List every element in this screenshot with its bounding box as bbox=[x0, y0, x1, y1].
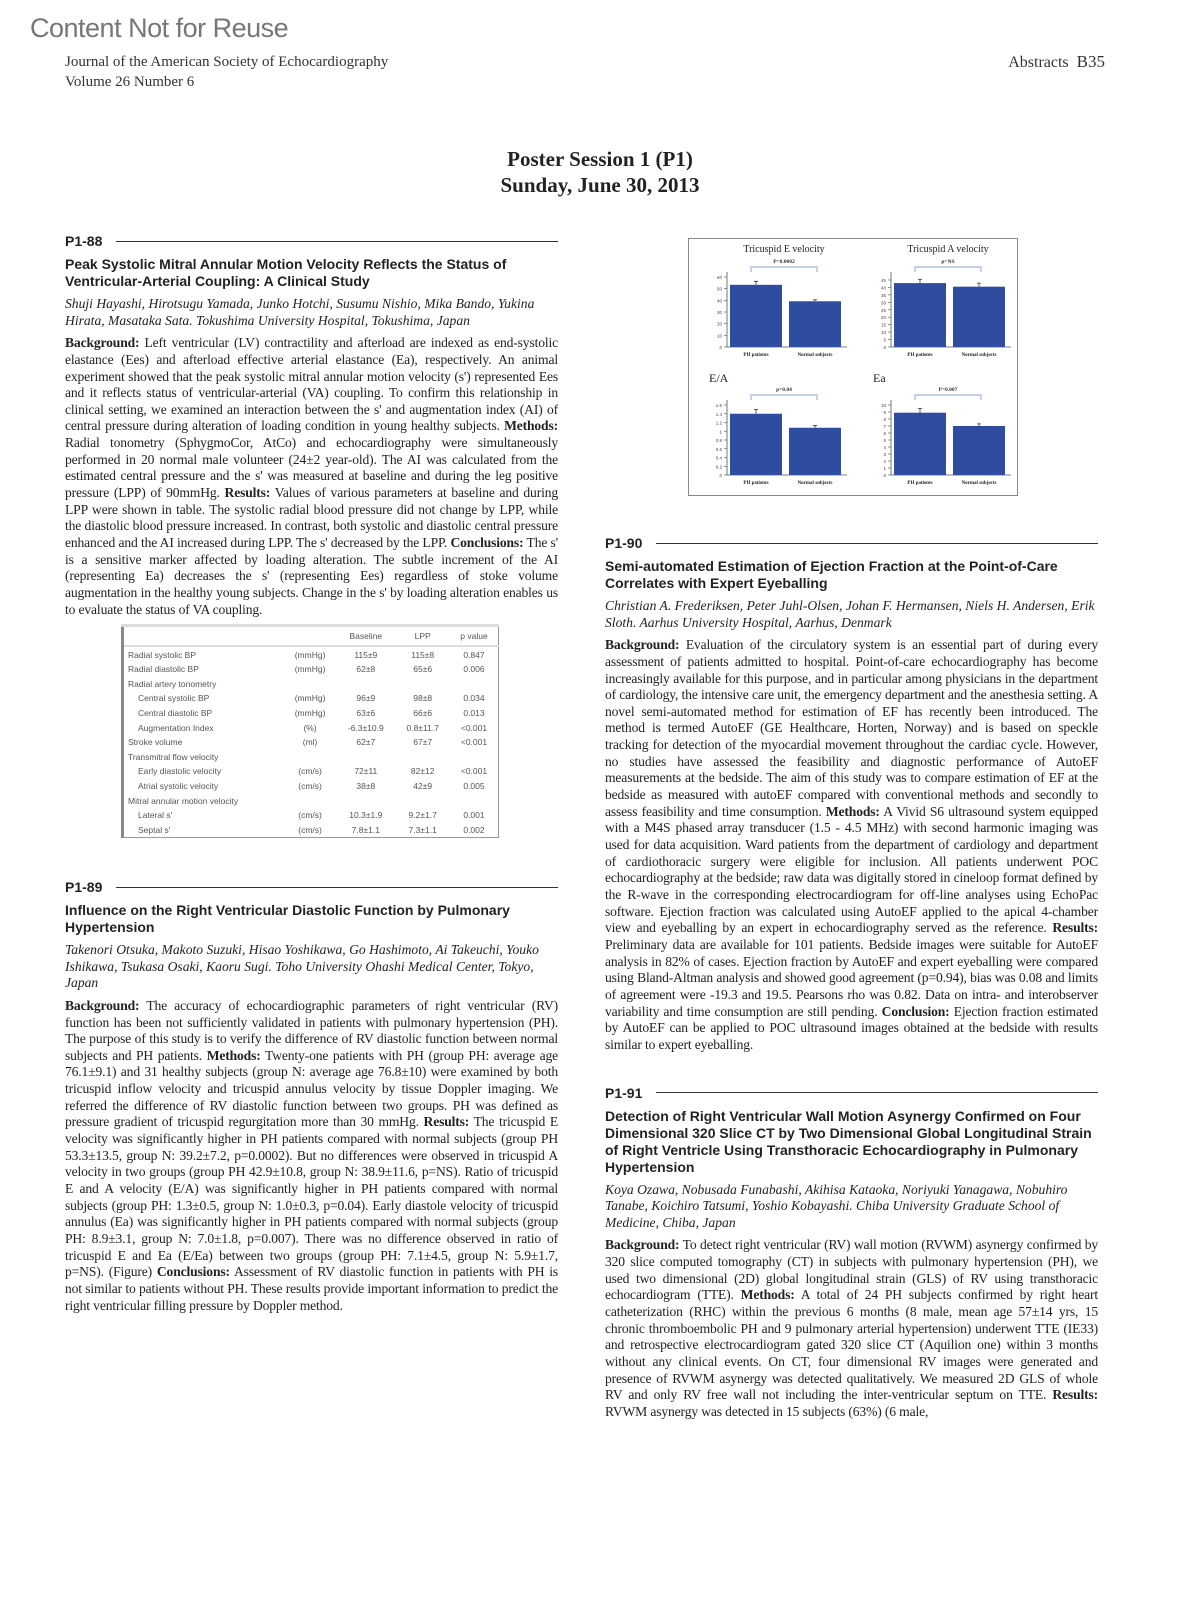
error-bar bbox=[754, 409, 758, 413]
error-bar bbox=[918, 409, 922, 413]
divider bbox=[116, 887, 558, 888]
table-cell: -6.3±10.9 bbox=[347, 722, 384, 733]
session-name: Poster Session 1 (P1) bbox=[507, 147, 693, 171]
section-text: Twenty-one patients with PH (group PH: average age 76.1±9.1) and 31 healthy subjects (group N: average age 76.8±10) were examined by both tricuspid inflow velocity and tricuspid annulus velocity by tissue Doppler imaging. We referred the difference of RV diastolic function between two groups. PH was defined as pressure gradient of tricuspid regurgitation more than 30 mmHg. bbox=[65, 1047, 558, 1130]
table-cell bbox=[284, 793, 336, 808]
section-text: The tricuspid E velocity was significantly higher in PH patients compared with normal subjects (group PH 53.3±13.5, group N: 39.2±7.2, p=0.0002). But no differences were observed in tricuspid A velocity in two groups (group PH 42.9±10.8, group N: 38.9±11.6, p=NS). Ratio of tricuspid E and A velocity (E/A) was significantly higher in PH patients compared with normal subjects (group PH: 1.3±0.5, group N: 1.0±0.3, p=0.04). Early diastole velocity of tricuspid annulus (Ea) was significantly higher in PH patients compared with normal subjects (group PH: 8.9±3.1, group N: 7.0±1.8, p=0.007). There was no difference observed in ratio of tricuspid E and Ea (E/Ea) between two groups (group PH: 7.1±4.5, group N: 5.9±1.7, p=NS). (Figure) bbox=[65, 1114, 558, 1280]
abstract-id bbox=[65, 232, 558, 250]
journal-volume: Volume 26 Number 6 bbox=[65, 74, 195, 90]
watermark: Content Not for Reuse bbox=[30, 13, 289, 43]
section-text: Ejection fraction estimated by AutoEF can be applied to POC ultrasound images obtained at the bedside with results similar to expert eyeballing. bbox=[605, 1003, 1099, 1052]
table-cell: Augmentation Index bbox=[138, 722, 214, 733]
abstract-id-text: P1-88 bbox=[65, 233, 103, 249]
x-tick-label: Normal subjects bbox=[961, 353, 997, 358]
table-row bbox=[123, 646, 499, 662]
abstract-id bbox=[605, 534, 1098, 552]
table-cell: 67±7 bbox=[413, 737, 433, 748]
section-heading: Results: bbox=[423, 1114, 470, 1130]
table-row bbox=[123, 808, 499, 823]
table-header-row bbox=[123, 626, 499, 647]
table-cell: 0.013 bbox=[463, 708, 485, 719]
error-bar bbox=[813, 426, 817, 428]
table-cell: 9.2±1.7 bbox=[408, 810, 437, 821]
section-heading: Conclusion: bbox=[881, 1003, 950, 1019]
table-cell: 0.005 bbox=[463, 780, 485, 791]
section-text: The accuracy of echocardiographic parameters of right ventricular (RV) function has been not sufficiently validated in patients with pulmonary hypertension (PH). The purpose of this study is to verify the difference of RV diastolic function between normal subjects and PH patients. bbox=[65, 997, 558, 1063]
y-tick-label: 25 bbox=[880, 307, 886, 313]
y-tick-label: 5 bbox=[883, 438, 886, 443]
significance-bracket bbox=[751, 267, 817, 272]
y-tick-label: 30 bbox=[716, 310, 722, 315]
y-tick-label: 10 bbox=[880, 403, 886, 408]
abstract-body bbox=[605, 1237, 1098, 1420]
section-heading: Conclusions: bbox=[156, 1264, 230, 1280]
y-tick-label: 60 bbox=[716, 275, 722, 280]
bar bbox=[730, 414, 782, 475]
section-text: Evaluation of the circulatory system is an essential part of during every assessment of patients admitted to hospital. Point-of-care echocardiography has become increasingly available for this purpose, and in particular among physicians in the department of cardiology, the intensive care unit, the emergency department and the anesthesia setting. A novel semi-automated method for estimation of EF has recently been introduced. The method is termed AutoEF (GE Healthcare, Horten, Norway) and is based on speckle tracking for detection of the myocardial movement throughout the cardiac cycle. However, no studies have assessed the feasibility and diagnostic performance of AutoEF measurements at the bedside. The aim of this study was to compare estimation of EF at the bedside as measured with autoEF compared with conventional methods and secondly to assess feasibility and time consumption. bbox=[605, 637, 1098, 819]
y-tick-label: 1.2 bbox=[715, 420, 722, 426]
y-tick-label: 0.4 bbox=[715, 455, 722, 461]
y-tick-label: 10 bbox=[716, 333, 722, 339]
y-tick-label: 4 bbox=[883, 445, 886, 450]
left-column bbox=[65, 232, 558, 1314]
error-bar bbox=[918, 280, 922, 284]
abstract-p1-91 bbox=[605, 1084, 1098, 1421]
y-tick-label: 20 bbox=[880, 315, 886, 321]
table-cell: Transmitral flow velocity bbox=[128, 751, 219, 762]
section-text: To detect right ventricular (RV) wall motion (RVWM) asynergy confirmed by 320 slice computed tomography (CT) in subjects with pulmonary hypertension (PH), we used two dimensional (2D) global longitudinal strain (GLS) of RV using transthoracic echocardiogram (TTE). bbox=[605, 1237, 1098, 1303]
significance-bracket bbox=[915, 267, 981, 272]
table-cell: Mitral annular motion velocity bbox=[128, 795, 239, 806]
table-cell: Central systolic BP bbox=[138, 693, 210, 704]
table-cell bbox=[450, 750, 499, 765]
table-row bbox=[123, 793, 499, 808]
section-heading: Results: bbox=[1052, 1387, 1098, 1403]
column-header: LPP bbox=[395, 626, 450, 647]
y-tick-label: 35 bbox=[880, 292, 886, 298]
table-row bbox=[123, 779, 499, 794]
table-cell bbox=[336, 750, 395, 765]
abstract-body bbox=[65, 335, 558, 618]
table-cell: Radial diastolic BP bbox=[128, 664, 199, 675]
table-cell: <0.001 bbox=[460, 737, 488, 748]
bar-charts-svg bbox=[689, 239, 1017, 495]
table-row bbox=[123, 706, 499, 721]
table-row bbox=[123, 750, 499, 765]
table-row bbox=[123, 662, 499, 677]
y-tick-label: 30 bbox=[880, 300, 886, 306]
session-date: Sunday, June 30, 2013 bbox=[500, 173, 700, 197]
column-header: Baseline bbox=[336, 626, 395, 647]
abstract-id bbox=[65, 878, 558, 896]
chart-title: Ea bbox=[873, 371, 886, 385]
abstract-authors: Takenori Otsuka, Makoto Suzuki, Hisao Yoshikawa, Go Hashimoto, Ai Takeuchi, Youko Ishikawa, Tsukasa Osaki, Kaoru Sugi. Toho University Ohashi Medical Center, Tokyo, Japan bbox=[65, 942, 539, 991]
section-heading: Background: bbox=[65, 335, 140, 351]
significance-bracket bbox=[751, 395, 817, 400]
column-header bbox=[284, 626, 336, 647]
table-cell: 115±9 bbox=[354, 649, 378, 660]
table-cell: 10.3±1.9 bbox=[349, 810, 383, 821]
y-tick-label: 20 bbox=[716, 321, 722, 327]
section-heading: Background: bbox=[605, 637, 680, 653]
table-cell: (mmHg) bbox=[294, 649, 326, 660]
table-cell bbox=[284, 750, 336, 765]
y-tick-label: 40 bbox=[716, 298, 722, 304]
table-cell bbox=[336, 677, 395, 692]
y-tick-label: 10 bbox=[880, 330, 886, 336]
table-cell bbox=[450, 677, 499, 692]
y-tick-label: 45 bbox=[880, 277, 886, 283]
x-tick-label: Normal subjects bbox=[797, 481, 833, 486]
bar bbox=[953, 287, 1005, 347]
y-tick-label: 40 bbox=[880, 285, 886, 291]
table-cell bbox=[395, 750, 450, 765]
abstract-title: Peak Systolic Mitral Annular Motion Velocity Reflects the Status of Ventricular-Arterial Coupling: A Clinical Study bbox=[65, 256, 507, 289]
section-text: A total of 24 PH subjects confirmed by right heart catheterization (RHC) within the previous 6 months (8 male, mean age 57±14 yrs, 15 chronic thromboembolic PH and 9 pulmonary arterial hypertension) underwent TTE (IE33) and retrospective electrocardiogram gated 320 slice CT (Aquilion one) within 3 months without any clinical events. On CT, four dimensional RV images were generated and presence of RVWM asynergy was detected qualitatively. We measured 2D GLS of whole RV and only RV free wall not including the inter-ventricular septum on TTE. bbox=[605, 1287, 1099, 1403]
table-cell: Radial artery tonometry bbox=[128, 678, 217, 689]
section-heading: Methods: bbox=[740, 1287, 795, 1303]
bar bbox=[894, 413, 946, 475]
significance-bracket bbox=[915, 395, 981, 400]
y-tick-label: 8 bbox=[883, 417, 886, 422]
table-cell: 0.8±11.7 bbox=[406, 722, 439, 733]
results-table bbox=[121, 624, 499, 838]
table-cell: 62±7 bbox=[356, 737, 376, 748]
table-cell: (cm/s) bbox=[298, 810, 322, 821]
abstract-p1-90 bbox=[605, 534, 1098, 1054]
table-cell: Central diastolic BP bbox=[138, 708, 213, 719]
section-text: RVWM asynergy was detected in 15 subjects (63%) (6 male, bbox=[605, 1403, 929, 1419]
chart-title: Tricuspid A velocity bbox=[907, 244, 989, 255]
table-cell bbox=[284, 677, 336, 692]
abstract-body bbox=[605, 637, 1098, 1053]
table-cell bbox=[395, 793, 450, 808]
table-cell: 115±8 bbox=[411, 649, 435, 660]
page-header-right bbox=[1008, 52, 1105, 73]
table-row bbox=[123, 822, 499, 837]
y-tick-label: 0.6 bbox=[715, 446, 722, 452]
table-cell: Atrial systolic velocity bbox=[138, 780, 219, 791]
table-cell: Septal s' bbox=[138, 824, 171, 835]
table-cell: (mmHg) bbox=[294, 664, 326, 675]
table-row bbox=[123, 764, 499, 779]
column-header bbox=[123, 626, 284, 647]
y-tick-label: 9 bbox=[883, 410, 886, 415]
y-tick-label: 0 bbox=[883, 345, 886, 350]
section-text: Left ventricular (LV) contractility and afterload are indexed as end-systolic elastance (Ees) and afterload effective arterial elastance (Ea), respectively. An animal experiment showed that the peak systolic mitral annular motion velocity (s') represented Ees and it reflects status of ventricular-arterial (VA) coupling. To confirm this relationship in clinical setting, we examined an interaction between the s' and augmentation index (AI) of central pressure during alteration of loading condition in young healthy subjects. bbox=[65, 335, 558, 434]
y-tick-label: 15 bbox=[880, 322, 886, 328]
table-cell: (mmHg) bbox=[294, 693, 326, 704]
table-row bbox=[123, 677, 499, 692]
table-row bbox=[123, 735, 499, 750]
table-cell: Lateral s' bbox=[138, 810, 173, 821]
section-heading: Results: bbox=[1052, 920, 1098, 936]
section-heading: Methods: bbox=[504, 418, 558, 434]
table-cell: 66±6 bbox=[413, 708, 433, 719]
abstract-p1-88 bbox=[65, 232, 558, 618]
table-cell: (cm/s) bbox=[298, 766, 322, 777]
table-cell: 82±12 bbox=[410, 766, 435, 777]
table-cell bbox=[450, 793, 499, 808]
bar bbox=[730, 285, 782, 347]
abstract-id bbox=[605, 1084, 1098, 1102]
x-tick-label: PH patients bbox=[743, 481, 769, 486]
section-heading: Results: bbox=[224, 485, 271, 501]
abstract-title: Semi-automated Estimation of Ejection Fraction at the Point-of-Care Correlates with Expert Eyeballing bbox=[605, 558, 1058, 591]
table-cell: 96±9 bbox=[356, 693, 376, 704]
y-tick-label: 3 bbox=[883, 452, 886, 457]
table-cell: 63±6 bbox=[356, 708, 376, 719]
p-value-annotation: P=0.007 bbox=[938, 387, 958, 393]
abstract-p1-89 bbox=[65, 878, 558, 1314]
table-row bbox=[123, 691, 499, 706]
figure-bar-charts bbox=[688, 238, 1018, 496]
session-title bbox=[0, 146, 1200, 198]
running-header bbox=[65, 52, 388, 92]
p-value-annotation: P=0.0002 bbox=[773, 259, 795, 265]
y-tick-label: 0.8 bbox=[715, 438, 722, 443]
error-bar bbox=[754, 281, 758, 285]
section-text: Radial tonometry (SphygmoCor, AtCo) and echocardiography were simultaneously performed in 20 normal male volunteer (24±2 year-old). The AI was calculated from the estimated central pressure and the s' was measured at baseline and during the leg positive pressure (LPP) of 90mmHg. bbox=[65, 435, 558, 501]
table-cell: Stroke volume bbox=[128, 737, 183, 748]
section-text: Values of various parameters at baseline and during LPP were shown in table. The systolic radial blood pressure did not change by LPP, while the diastolic blood pressure increased. In contrast, both systolic and diastolic central pressure enhanced and the AI increased during LPP. The s' decreased by the LPP. bbox=[65, 485, 558, 551]
section-text: Assessment of RV diastolic function in patients with PH is not similar to patients without PH. These results provide important information to predict the right ventricular filling pressure by Doppler method. bbox=[65, 1264, 559, 1313]
y-tick-label: 0.2 bbox=[715, 464, 722, 470]
p-value-annotation: p=NS bbox=[941, 259, 955, 265]
bar bbox=[894, 283, 946, 347]
table-cell: (%) bbox=[303, 722, 317, 733]
divider bbox=[116, 241, 558, 242]
table-cell: 62±8 bbox=[356, 664, 376, 675]
x-tick-label: PH patients bbox=[907, 353, 933, 358]
section-text: The s' is a sensitive marker affected by loading alteration. The subtle increment of the AI (representing Ea) decreases the s' (representing Ees) regardless of stoke volume augmentation in the healthy young subjects. Change in the s' by loading alteration enables us to evaluate the status of VA coupling. bbox=[65, 535, 558, 617]
abstract-id-text: P1-89 bbox=[65, 879, 103, 896]
bar bbox=[789, 428, 841, 475]
section-text: A Vivid S6 ultrasound system equipped with a M4S phased array transducer (1.5 - 4.5 MHz) with second harmonic imaging was used for data acquisition. Ward patients from the department of cardiology and department of cardiothoracic surgery were eligible for inclusion. All patients underwent POC echocardiography at the bedside; raw data was digitally stored in cineloop format defined by the R-wave in the corresponding electrocardiogram for off-line analyses using EchoPac software. Ejection fraction was calculated using AutoEF applied to the apical 4-chamber view and eyeballing by an expert in echocardiography served as the reference. bbox=[605, 803, 1099, 936]
y-tick-label: 0 bbox=[719, 473, 722, 478]
section-heading: Methods: bbox=[206, 1047, 261, 1063]
table-cell: <0.001 bbox=[460, 722, 488, 733]
section-heading: Conclusions: bbox=[450, 535, 524, 551]
table-cell: 0.034 bbox=[463, 693, 485, 704]
column-header: p value bbox=[450, 626, 499, 647]
abstract-authors: Christian A. Frederiksen, Peter Juhl-Olsen, Johan F. Hermansen, Niels H. Andersen, Erik Sloth. Aarhus University Hospital, Aarhus, Denmark bbox=[605, 598, 1095, 630]
error-bar bbox=[813, 300, 817, 302]
table-cell: 7.8±1.1 bbox=[351, 824, 380, 835]
table-cell: 72±11 bbox=[354, 766, 378, 777]
y-tick-label: 50 bbox=[716, 286, 722, 292]
table-cell bbox=[336, 793, 395, 808]
table-row bbox=[123, 720, 499, 735]
bar bbox=[953, 426, 1005, 475]
section-heading: Background: bbox=[65, 997, 140, 1013]
table-cell: (ml) bbox=[302, 737, 318, 748]
divider bbox=[656, 543, 1098, 544]
table-cell: 38±8 bbox=[356, 780, 376, 791]
abstract-title: Detection of Right Ventricular Wall Motion Asynergy Confirmed on Four Dimensional 320 Slice CT by Two Dimensional Global Longitudinal Strain of Right Ventricle Using Transthoracic Echocardiography in Pulmonary Hypertension bbox=[605, 1107, 1092, 1175]
y-tick-label: 1 bbox=[883, 466, 886, 471]
section-heading: Methods: bbox=[825, 803, 880, 819]
y-tick-label: 2 bbox=[883, 459, 886, 464]
table-cell: Early diastolic velocity bbox=[138, 766, 222, 777]
section-text: Preliminary data are available for 101 patients. Bedside images were suitable for AutoEF analysis in 82% of cases. Ejection fraction by AutoEF and expert eyeballing were compared using Bland-Altman analysis and showed good agreement (p=0.94), bias was 0.08 and limits of agreement were -19.3 and 19.5. Pearsons rho was 0.82. Data on intra- and interobserver variability and time consumption are still pending. bbox=[605, 937, 1098, 1019]
error-bar bbox=[977, 424, 981, 426]
table-cell: 7.3±1.1 bbox=[408, 824, 437, 835]
abstract-authors: Koya Ozawa, Nobusada Funabashi, Akihisa Kataoka, Noriyuki Yanagawa, Nobuhiro Tanabe, Koichiro Tatsumi, Yoshio Kobayashi. Chiba University Graduate School of Medicine, Chiba, Japan bbox=[605, 1181, 1068, 1230]
table-cell: (cm/s) bbox=[298, 780, 322, 791]
y-tick-label: 0 bbox=[719, 345, 722, 350]
y-tick-label: 1.6 bbox=[715, 403, 722, 408]
y-tick-label: 5 bbox=[883, 337, 886, 343]
abstract-authors: Shuji Hayashi, Hirotsugu Yamada, Junko Hotchi, Susumu Nishio, Mika Bando, Yukina Hirata, Masataka Sata. Tokushima University Hospital, Tokushima, Japan bbox=[65, 296, 535, 328]
bar bbox=[789, 301, 841, 347]
table-cell bbox=[395, 677, 450, 692]
table-cell: 98±8 bbox=[413, 693, 433, 704]
table-cell: 0.006 bbox=[463, 664, 485, 675]
table-cell: <0.001 bbox=[460, 766, 488, 777]
chart-title: Tricuspid E velocity bbox=[743, 244, 825, 255]
abstract-id-text: P1-90 bbox=[605, 535, 643, 551]
error-bar bbox=[977, 283, 981, 287]
x-tick-label: PH patients bbox=[743, 353, 769, 358]
section-label: Abstracts bbox=[1008, 54, 1069, 71]
y-tick-label: 1 bbox=[719, 429, 722, 435]
y-tick-label: 1.4 bbox=[715, 411, 722, 417]
table-cell: (mmHg) bbox=[294, 708, 326, 719]
abstract-title: Influence on the Right Ventricular Diastolic Function by Pulmonary Hypertension bbox=[65, 902, 510, 936]
right-column bbox=[605, 238, 1098, 1421]
table-cell: 0.001 bbox=[463, 810, 485, 821]
y-tick-label: 0 bbox=[883, 473, 886, 478]
table-cell: (cm/s) bbox=[298, 824, 322, 835]
x-tick-label: Normal subjects bbox=[797, 353, 833, 358]
page-number: B35 bbox=[1076, 52, 1105, 71]
table-cell: 42±9 bbox=[413, 780, 433, 791]
table-cell: 65±6 bbox=[413, 664, 433, 675]
x-tick-label: PH patients bbox=[907, 481, 933, 486]
divider bbox=[656, 1092, 1098, 1093]
table-cell: 0.847 bbox=[463, 649, 485, 660]
p-value-annotation: p=0.04 bbox=[776, 387, 792, 393]
x-tick-label: Normal subjects bbox=[961, 481, 997, 486]
journal-name: Journal of the American Society of Echocardiography bbox=[65, 54, 389, 70]
abstract-id-text: P1-91 bbox=[605, 1084, 643, 1101]
table-cell: 0.002 bbox=[463, 824, 485, 835]
abstract-body bbox=[65, 998, 558, 1314]
section-heading: Background: bbox=[605, 1237, 680, 1253]
y-tick-label: 7 bbox=[883, 424, 886, 429]
chart-title: E/A bbox=[709, 371, 729, 385]
y-tick-label: 6 bbox=[883, 431, 886, 436]
table-cell: Radial systolic BP bbox=[128, 649, 197, 660]
